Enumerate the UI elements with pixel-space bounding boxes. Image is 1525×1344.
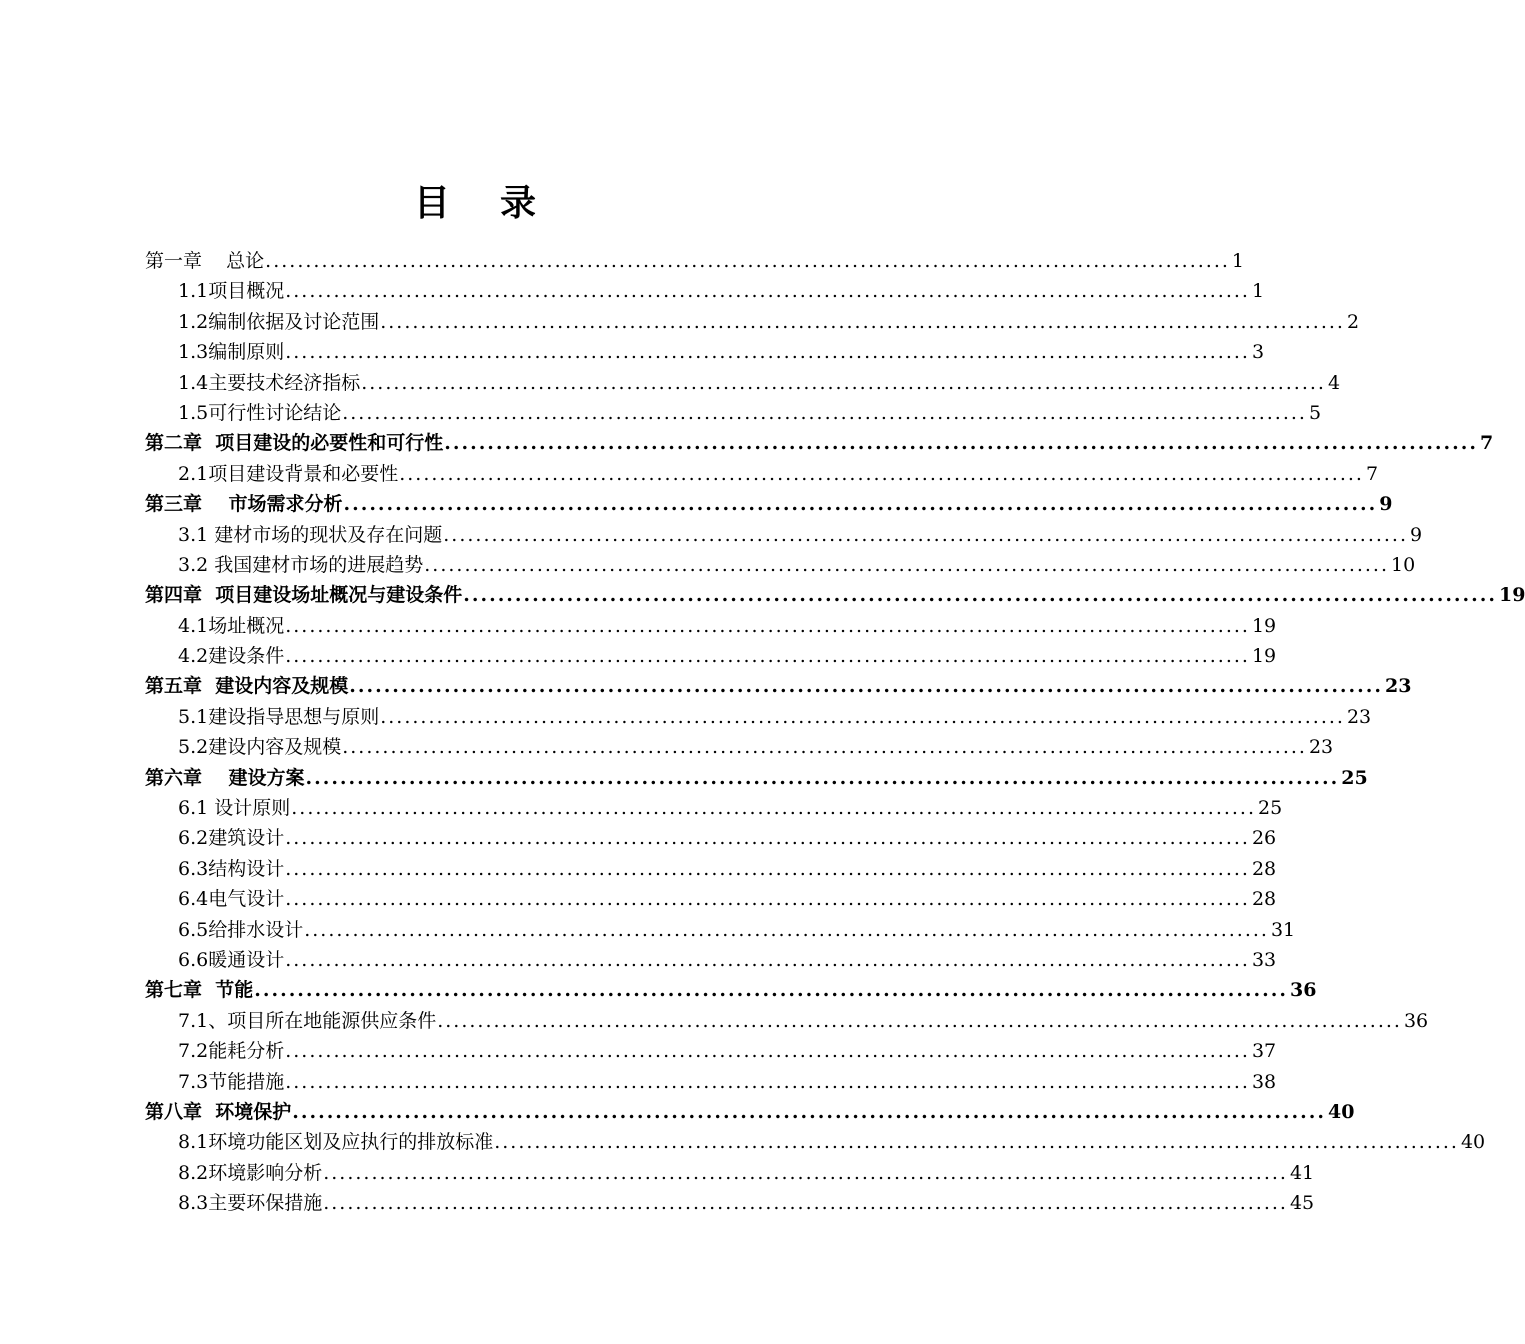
toc-chapter-entry[interactable]: [145, 580, 1525, 610]
toc-entry-label: 8.1环境功能区划及应执行的排放标准: [178, 1131, 494, 1154]
toc-section-entry[interactable]: [145, 307, 1360, 337]
toc-section-entry[interactable]: [145, 1067, 1277, 1097]
toc-section-entry[interactable]: [145, 611, 1277, 641]
toc-entry-label: 第八章 环境保护: [145, 1100, 292, 1123]
toc-entry-label: 1.2编制依据及讨论范围: [178, 310, 380, 333]
toc-entry-label: 第一章 总论: [145, 250, 265, 272]
toc-chapter-entry[interactable]: [145, 671, 1412, 701]
toc-leader-dots: ........................................................................................................................: [349, 675, 1384, 698]
toc-page-number: 25: [1258, 797, 1283, 820]
toc-section-entry[interactable]: [145, 945, 1277, 975]
toc-entry-label: 第三章 市场需求分析: [145, 493, 343, 516]
toc-section-entry[interactable]: [145, 520, 1423, 550]
toc-entry-label: 1.3编制原则: [178, 341, 285, 364]
toc-leader-dots: ........................................................................................................................: [285, 614, 1250, 637]
toc-leader-dots: ........................................................................................................................: [292, 1100, 1327, 1123]
toc-entry-label: 6.1 设计原则: [178, 797, 291, 820]
toc-entry-label: 6.4电气设计: [178, 888, 285, 911]
toc-page-number: 7: [1365, 462, 1379, 485]
toc-entry-label: 第二章 项目建设的必要性和可行性: [145, 432, 444, 455]
toc-leader-dots: ........................................................................................................................: [399, 462, 1364, 485]
toc-leader-dots: ........................................................................................................................: [285, 1040, 1250, 1063]
toc-page-number: 3: [1251, 341, 1265, 364]
toc-page-number: 2: [1346, 310, 1360, 333]
toc-section-entry[interactable]: [145, 641, 1277, 671]
toc-leader-dots: ........................................................................................................................: [285, 888, 1250, 911]
toc-section-entry[interactable]: [145, 793, 1283, 823]
toc-page-number: 23: [1308, 736, 1334, 759]
toc-leader-dots: ........................................................................................................................: [285, 948, 1250, 971]
toc-entry-label: 3.2 我国建材市场的进展趋势: [178, 553, 424, 576]
toc-entry-label: 4.1场址概况: [178, 614, 285, 637]
toc-leader-dots: ........................................................................................................................: [361, 371, 1326, 394]
toc-chapter-entry[interactable]: [145, 428, 1494, 458]
toc-section-entry[interactable]: [145, 702, 1372, 732]
toc-leader-dots: ........................................................................................................................: [343, 493, 1378, 516]
toc-page-number: 28: [1251, 857, 1277, 880]
toc-leader-dots: ........................................................................................................................: [380, 310, 1345, 333]
toc-leader-dots: ........................................................................................................................: [254, 979, 1289, 1002]
toc-entry-label: 6.3结构设计: [178, 857, 285, 880]
toc-entry-label: 第五章 建设内容及规模: [145, 675, 349, 698]
toc-page-number: 5: [1308, 401, 1322, 424]
toc-leader-dots: ........................................................................................................................: [305, 766, 1340, 789]
toc-chapter-entry[interactable]: [145, 763, 1368, 793]
toc-leader-dots: ........................................................................................................................: [285, 341, 1250, 364]
toc-section-entry[interactable]: [145, 550, 1416, 580]
toc-section-entry[interactable]: [145, 884, 1277, 914]
toc-chapter-entry[interactable]: [145, 975, 1317, 1005]
toc-leader-dots: ........................................................................................................................: [304, 918, 1269, 941]
toc-page-number: 41: [1289, 1161, 1315, 1184]
toc-chapter-entry[interactable]: [145, 246, 1245, 276]
toc-leader-dots: ........................................................................................................................: [424, 553, 1390, 576]
toc-page-number: 26: [1251, 827, 1277, 850]
toc-chapter-entry[interactable]: [145, 489, 1393, 519]
toc-leader-dots: ........................................................................................................................: [494, 1131, 1459, 1154]
toc-section-entry[interactable]: [145, 1158, 1315, 1188]
toc-entry-label: 4.2建设条件: [178, 645, 285, 668]
page-title: 目 录: [413, 182, 537, 224]
toc-entry-label: 第七章 节能: [145, 979, 254, 1002]
toc-leader-dots: ........................................................................................................................: [291, 797, 1257, 820]
toc-entry-label: 7.1、项目所在地能源供应条件: [178, 1009, 437, 1032]
toc-leader-dots: ........................................................................................................................: [444, 432, 1479, 455]
toc-leader-dots: ........................................................................................................................: [443, 523, 1409, 546]
toc-section-entry[interactable]: [145, 1006, 1429, 1036]
toc-page-number: 19: [1499, 584, 1525, 607]
toc-entry-label: 6.6暖通设计: [178, 948, 285, 971]
toc-page-number: 1: [1231, 250, 1245, 272]
toc-page-number: 4: [1327, 371, 1341, 394]
toc-page-number: 7: [1480, 432, 1494, 455]
toc-entry-label: 7.2能耗分析: [178, 1040, 285, 1063]
toc-entry-label: 2.1项目建设背景和必要性: [178, 462, 399, 485]
toc-page-number: 9: [1410, 523, 1423, 546]
toc-leader-dots: ........................................................................................................................: [285, 280, 1250, 303]
toc-section-entry[interactable]: [145, 1127, 1486, 1157]
toc-section-entry[interactable]: [145, 368, 1341, 398]
toc-entry-label: 6.5给排水设计: [178, 918, 304, 941]
toc-page-number: 10: [1391, 553, 1416, 576]
table-of-contents: [145, 246, 1525, 1219]
toc-section-entry[interactable]: [145, 732, 1334, 762]
toc-entry-label: 6.2建筑设计: [178, 827, 285, 850]
toc-entry-label: 1.4主要技术经济指标: [178, 371, 361, 394]
toc-page-number: 38: [1251, 1070, 1277, 1093]
toc-chapter-entry[interactable]: [145, 1097, 1355, 1127]
toc-page-number: 31: [1270, 918, 1296, 941]
toc-entry-label: 1.5可行性讨论结论: [178, 401, 342, 424]
toc-leader-dots: ........................................................................................................................: [463, 584, 1498, 607]
toc-leader-dots: ........................................................................................................................: [323, 1161, 1288, 1184]
toc-page-number: 1: [1251, 280, 1265, 303]
toc-page-number: 37: [1251, 1040, 1277, 1063]
toc-page-number: 40: [1328, 1100, 1355, 1123]
toc-leader-dots: ........................................................................................................................: [285, 857, 1250, 880]
toc-section-entry[interactable]: [145, 823, 1277, 853]
toc-entry-label: 5.1建设指导思想与原则: [178, 705, 380, 728]
toc-leader-dots: ........................................................................................................................: [265, 250, 1230, 272]
toc-leader-dots: ........................................................................................................................: [285, 1070, 1250, 1093]
toc-page-number: 25: [1341, 766, 1368, 789]
toc-entry-label: 3.1 建材市场的现状及存在问题: [178, 523, 443, 546]
toc-leader-dots: ........................................................................................................................: [342, 736, 1307, 759]
toc-leader-dots: ........................................................................................................................: [342, 401, 1307, 424]
toc-entry-label: 第四章 项目建设场址概况与建设条件: [145, 584, 463, 607]
toc-page-number: 36: [1290, 979, 1317, 1002]
toc-entry-label: 8.2环境影响分析: [178, 1161, 323, 1184]
toc-leader-dots: ........................................................................................................................: [285, 827, 1250, 850]
toc-section-entry[interactable]: [145, 337, 1265, 367]
toc-entry-label: 第六章 建设方案: [145, 766, 305, 789]
toc-page-number: 9: [1379, 493, 1393, 516]
toc-section-entry[interactable]: [145, 854, 1277, 884]
toc-page-number: 19: [1251, 645, 1277, 668]
toc-page-number: 33: [1251, 948, 1277, 971]
toc-entry-label: 1.1项目概况: [178, 280, 285, 303]
toc-page-number: 45: [1289, 1192, 1315, 1215]
toc-section-entry[interactable]: [145, 459, 1379, 489]
toc-page-number: 19: [1251, 614, 1277, 637]
toc-leader-dots: ........................................................................................................................: [323, 1192, 1288, 1215]
toc-entry-label: 7.3节能措施: [178, 1070, 285, 1093]
toc-section-entry[interactable]: [145, 1188, 1315, 1218]
toc-section-entry[interactable]: [145, 398, 1322, 428]
toc-page-number: 23: [1346, 705, 1372, 728]
toc-page-number: 23: [1385, 675, 1412, 698]
toc-section-entry[interactable]: [145, 276, 1265, 306]
toc-leader-dots: ........................................................................................................................: [437, 1009, 1402, 1032]
toc-section-entry[interactable]: [145, 1036, 1277, 1066]
toc-entry-label: 5.2建设内容及规模: [178, 736, 342, 759]
toc-leader-dots: ........................................................................................................................: [380, 705, 1345, 728]
toc-page-number: 40: [1460, 1131, 1486, 1154]
toc-entry-label: 8.3主要环保措施: [178, 1192, 323, 1215]
toc-section-entry[interactable]: [145, 915, 1296, 945]
toc-page-number: 28: [1251, 888, 1277, 911]
toc-leader-dots: ........................................................................................................................: [285, 645, 1250, 668]
toc-page-number: 36: [1403, 1009, 1429, 1032]
